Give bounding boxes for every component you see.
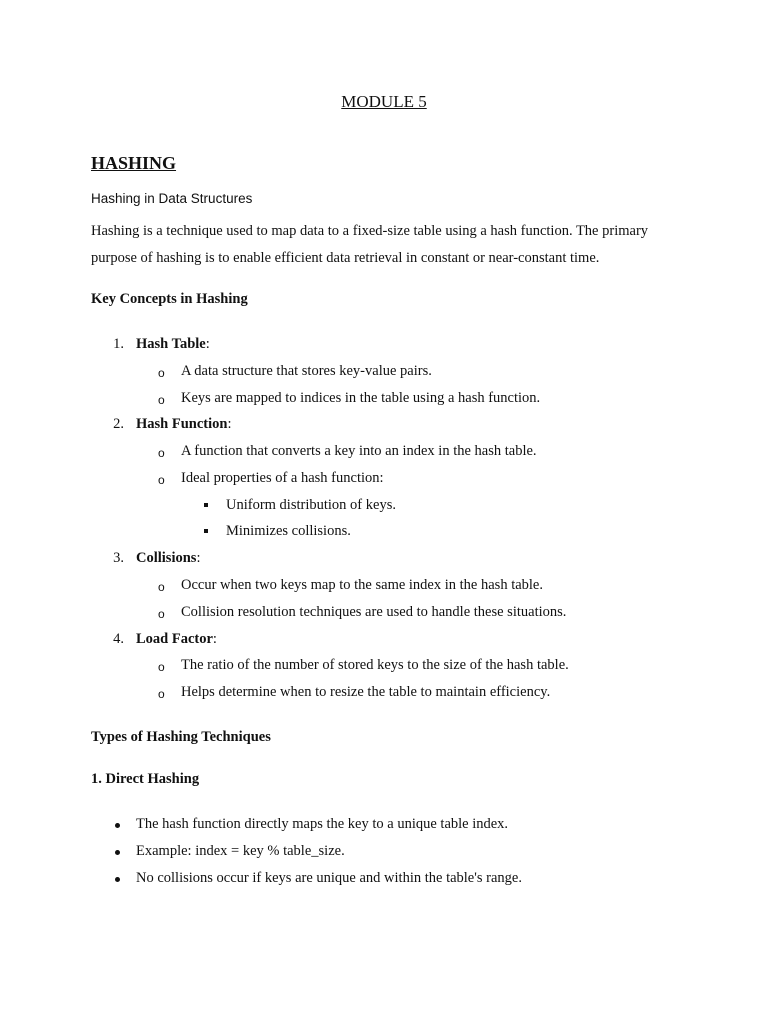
concept-number: 1. <box>113 336 124 352</box>
concept-term: Hash Table <box>136 336 206 352</box>
concept-load-factor <box>136 631 217 648</box>
concept-term: Hash Function <box>136 416 228 432</box>
list-item: No collisions occur if keys are unique and within the table's range. <box>136 870 522 886</box>
concept-term: Load Factor <box>136 631 213 647</box>
intro-line-2: purpose of hashing is to enable efficient data retrieval in constant or near-constant time. <box>91 250 600 266</box>
list-item: Ideal properties of a hash function: <box>181 470 384 486</box>
section-title: HASHING <box>91 153 177 173</box>
list-item: The hash function directly maps the key to a unique table index. <box>136 816 509 832</box>
list-item: A function that converts a key into an index in the hash table. <box>181 443 537 459</box>
list-item: Helps determine when to resize the table to maintain efficiency. <box>181 684 551 700</box>
hollow-bullet-icon: o <box>158 473 165 487</box>
concept-suffix: : <box>196 550 201 566</box>
concept-term: Collisions <box>136 550 197 566</box>
hollow-bullet-icon: o <box>158 580 165 594</box>
hollow-bullet-icon: o <box>158 687 165 701</box>
hollow-bullet-icon: o <box>158 393 165 407</box>
concept-suffix: : <box>227 416 232 432</box>
list-item: Collision resolution techniques are used to handle these situations. <box>181 604 567 620</box>
list-item: Keys are mapped to indices in the table using a hash function. <box>181 390 541 406</box>
concept-hash-function <box>136 416 232 433</box>
direct-hashing-heading: 1. Direct Hashing <box>91 771 200 787</box>
intro-line-1: Hashing is a technique used to map data to a fixed-size table using a hash function. The primary <box>91 223 649 239</box>
subtitle: Hashing in Data Structures <box>91 191 253 206</box>
concept-collisions <box>136 550 200 567</box>
concept-suffix: : <box>212 631 217 647</box>
list-item: The ratio of the number of stored keys to the size of the hash table. <box>181 657 569 673</box>
bullet-icon <box>115 850 120 855</box>
list-item: A data structure that stores key-value pairs. <box>181 363 432 379</box>
module-title: MODULE 5 <box>341 92 427 111</box>
concept-number: 2. <box>113 416 124 432</box>
hollow-bullet-icon: o <box>158 607 165 621</box>
hollow-bullet-icon: o <box>158 660 165 674</box>
list-item: Uniform distribution of keys. <box>226 497 396 513</box>
intro-paragraph <box>91 218 691 272</box>
concept-hash-table <box>136 336 210 353</box>
bullet-icon <box>115 877 120 882</box>
concept-suffix: : <box>205 336 210 352</box>
list-item: Minimizes collisions. <box>226 523 351 539</box>
key-concepts-heading: Key Concepts in Hashing <box>91 291 248 307</box>
concept-number: 4. <box>113 631 124 647</box>
types-heading: Types of Hashing Techniques <box>91 729 271 745</box>
list-item: Occur when two keys map to the same index in the hash table. <box>181 577 543 593</box>
hollow-bullet-icon: o <box>158 366 165 380</box>
hollow-bullet-icon: o <box>158 446 165 460</box>
bullet-icon <box>115 823 120 828</box>
square-bullet-icon <box>204 503 208 507</box>
concept-number: 3. <box>113 550 124 566</box>
list-item: Example: index = key % table_size. <box>136 843 345 859</box>
square-bullet-icon <box>204 529 208 533</box>
